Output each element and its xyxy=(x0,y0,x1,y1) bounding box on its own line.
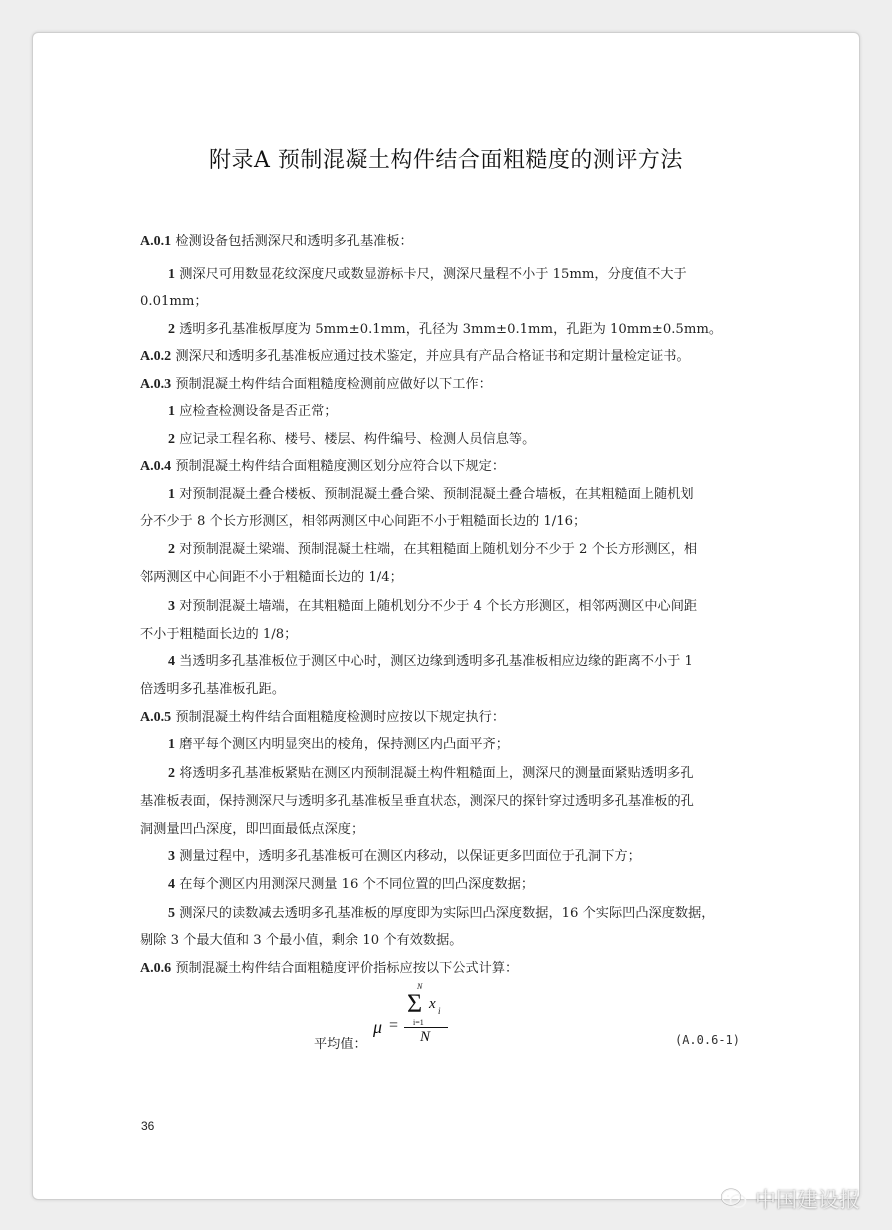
wechat-icon xyxy=(721,1188,747,1210)
clause-number: 1 xyxy=(168,487,175,502)
clause-number: 3 xyxy=(168,599,175,614)
line-text: 磨平每个测区内明显突出的棱角，保持测区内凸面平齐； xyxy=(175,737,509,752)
line-text: 预制混凝土构件结合面粗糙度评价指标应按以下公式计算： xyxy=(171,961,519,976)
clause-line xyxy=(168,400,337,420)
clause-line xyxy=(168,483,694,503)
clause-line xyxy=(168,650,693,670)
clause-number: 4 xyxy=(168,654,175,669)
continuation-line xyxy=(140,929,462,948)
section-number: A.0.6 xyxy=(140,961,172,976)
clause-number: 4 xyxy=(168,877,175,892)
line-text: 不小于粗糙面长边的 1/8； xyxy=(140,627,298,642)
page-title: 附录A 预制混凝土构件结合面粗糙度的测评方法 xyxy=(209,148,683,173)
formula-x: x xyxy=(429,996,436,1012)
page-number: 36 xyxy=(141,1119,155,1133)
clause-line xyxy=(168,428,535,448)
continuation-line xyxy=(140,818,364,837)
clause-number: 2 xyxy=(168,322,175,337)
line-text: 在每个测区内用测深尺测量 16 个不同位置的凹凸深度数据； xyxy=(175,877,535,892)
clause-line xyxy=(168,762,694,782)
section-number: A.0.1 xyxy=(140,234,172,249)
line-text: 测量过程中，透明多孔基准板可在测区内移动，以保证更多凹面位于孔洞下方； xyxy=(175,849,641,864)
section-number: A.0.4 xyxy=(140,459,172,474)
clause-line xyxy=(168,318,722,338)
continuation-line xyxy=(140,290,208,309)
formula-x-subscript: i xyxy=(438,1006,441,1016)
fraction-bar xyxy=(404,1027,448,1028)
line-text: 测深尺可用数显花纹深度尺或数显游标卡尺，测深尺量程不小于 15mm，分度值不大于 xyxy=(175,267,687,282)
line-text: 应检查检测设备是否正常； xyxy=(175,404,338,419)
line-text: 预制混凝土构件结合面粗糙度检测前应做好以下工作： xyxy=(171,377,492,392)
formula-sum-lower: i=1 xyxy=(413,1018,424,1027)
clause-line xyxy=(168,733,509,753)
section-number: A.0.3 xyxy=(140,377,172,392)
formula-equals: = xyxy=(389,1017,399,1034)
continuation-line xyxy=(140,623,297,642)
clause-number: 2 xyxy=(168,432,175,447)
section-line xyxy=(140,455,505,475)
line-text: 预制混凝土构件结合面粗糙度测区划分应符合以下规定： xyxy=(171,459,506,474)
line-text: 邻两测区中心间距不小于粗糙面长边的 1/4； xyxy=(140,570,403,585)
clause-number: 2 xyxy=(168,766,175,781)
formula-label: 平均值： xyxy=(314,1037,367,1052)
clause-line xyxy=(168,845,641,865)
line-text: 对预制混凝土梁端、预制混凝土柱端，在其粗糙面上随机划分不少于 2 个长方形测区，相 xyxy=(175,542,698,557)
section-line xyxy=(140,957,518,977)
formula-mu: μ xyxy=(373,1017,383,1037)
clause-number: 1 xyxy=(168,737,175,752)
section-number: A.0.2 xyxy=(140,349,172,364)
clause-line xyxy=(168,902,714,922)
line-text: 检测设备包括测深尺和透明多孔基准板： xyxy=(171,234,413,249)
line-text: 当透明多孔基准板位于测区中心时，测区边缘到透明多孔基准板相应边缘的距离不小于 1 xyxy=(175,654,693,669)
clause-line xyxy=(168,538,697,558)
line-text: 测深尺和透明多孔基准板应通过技术鉴定，并应具有产品合格证书和定期计量检定证书。 xyxy=(171,349,690,364)
clause-line xyxy=(168,263,687,283)
line-text: 洞测量凹凸深度，即凹面最低点深度； xyxy=(140,822,365,837)
clause-number: 1 xyxy=(168,267,175,282)
line-text: 对预制混凝土叠合楼板、预制混凝土叠合梁、预制混凝土叠合墙板，在其粗糙面上随机划 xyxy=(175,487,694,502)
watermark xyxy=(721,1184,860,1214)
section-line xyxy=(140,345,690,365)
line-text: 将透明多孔基准板紧贴在测区内预制混凝土构件粗糙面上，测深尺的测量面紧贴透明多孔 xyxy=(175,766,694,781)
line-text: 倍透明多孔基准板孔距。 xyxy=(140,682,286,697)
clause-line xyxy=(168,595,697,615)
continuation-line xyxy=(140,790,694,809)
line-text: 基准板表面，保持测深尺与透明多孔基准板呈垂直状态，测深尺的探针穿过透明多孔基准板的孔 xyxy=(140,794,694,809)
continuation-line xyxy=(140,678,285,697)
line-text: 剔除 3 个最大值和 3 个最小值，剩余 10 个有效数据。 xyxy=(140,933,463,948)
clause-number: 1 xyxy=(168,404,175,419)
line-text: 测深尺的读数减去透明多孔基准板的厚度即为实际凹凸深度数据，16 个实际凹凸深度数据， xyxy=(175,906,715,921)
formula-sum-upper: N xyxy=(417,982,423,991)
formula-sigma: Σ xyxy=(407,989,423,1018)
continuation-line xyxy=(140,566,403,585)
line-text: 分不少于 8 个长方形测区，相邻两测区中心间距不小于粗糙面长边的 1/16； xyxy=(140,514,587,529)
line-text: 对预制混凝土墙端，在其粗糙面上随机划分不少于 4 个长方形测区，相邻两测区中心间距 xyxy=(175,599,698,614)
clause-number: 3 xyxy=(168,849,175,864)
section-line xyxy=(140,373,492,393)
line-text: 0.01mm； xyxy=(140,294,208,309)
line-text: 透明多孔基准板厚度为 5mm±0.1mm，孔径为 3mm±0.1mm，孔距为 10mm±0.5mm。 xyxy=(175,322,723,337)
section-line xyxy=(140,230,413,250)
continuation-line xyxy=(140,510,586,529)
clause-number: 2 xyxy=(168,542,175,557)
section-number: A.0.5 xyxy=(140,710,172,725)
clause-number: 5 xyxy=(168,906,175,921)
document-page xyxy=(32,32,860,1200)
watermark-text: 中国建设报 xyxy=(755,1188,860,1212)
formula-mean xyxy=(373,981,453,1051)
line-text: 应记录工程名称、楼号、楼层、构件编号、检测人员信息等。 xyxy=(175,432,536,447)
section-line xyxy=(140,706,505,726)
clause-line xyxy=(168,873,534,893)
equation-number: (A.0.6-1) xyxy=(674,1033,740,1047)
line-text: 预制混凝土构件结合面粗糙度检测时应按以下规定执行： xyxy=(171,710,506,725)
formula-denominator: N xyxy=(420,1029,431,1045)
